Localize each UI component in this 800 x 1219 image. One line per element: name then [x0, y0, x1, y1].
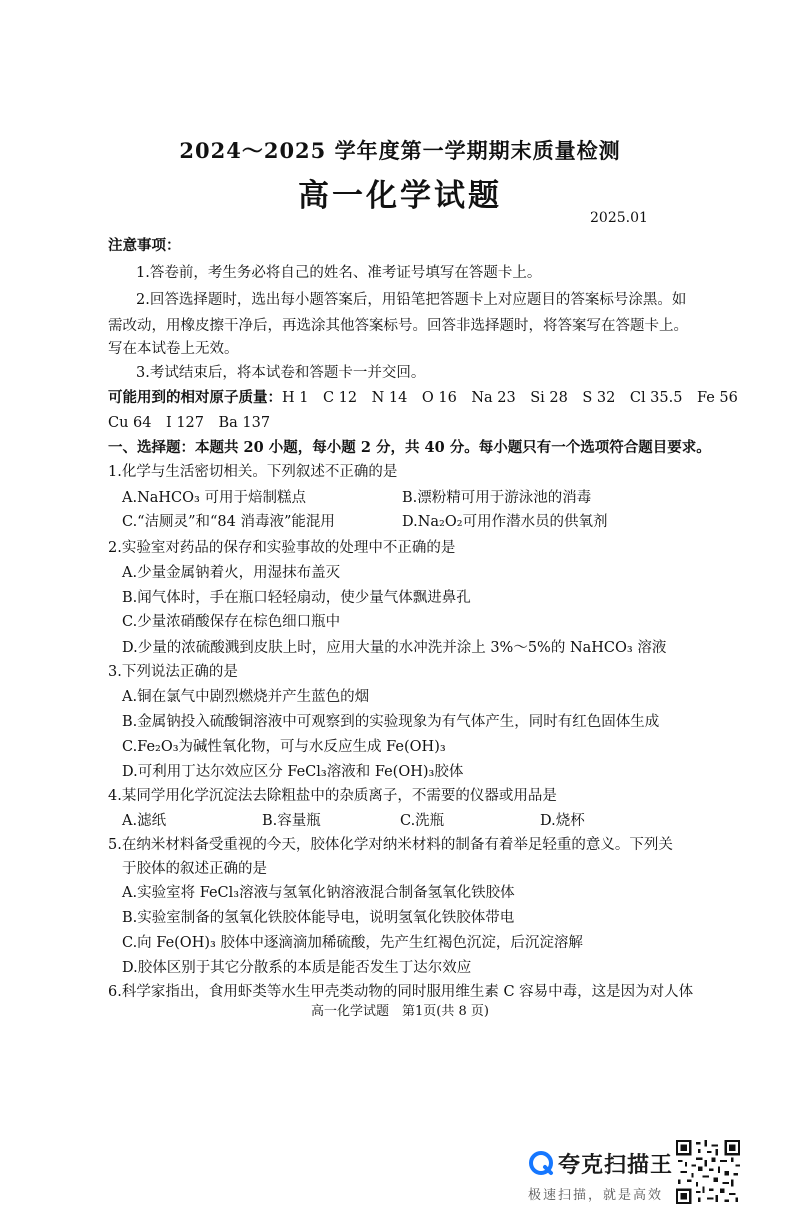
- question-5-stem-line-2: 于胶体的叙述正确的是: [122, 861, 267, 877]
- scanner-logo-icon: [528, 1150, 554, 1176]
- question-1-option-d: D.Na₂O₂可用作潜水员的供氧剂: [402, 514, 608, 530]
- question-1-option-a: A.NaHCO₃ 可用于焙制糕点: [122, 490, 306, 506]
- question-1-stem: 1.化学与生活密切相关。下列叙述不正确的是: [108, 464, 398, 480]
- scanner-brand-name: 夸克扫描王: [558, 1153, 674, 1178]
- question-5-option-a: A.实验室将 FeCl₃溶液与氢氧化钠溶液混合制备氢氧化铁胶体: [122, 885, 515, 901]
- atomic-mass-line-1: [108, 389, 738, 407]
- notice-item-3: 3.考试结束后，将本试卷和答题卡一并交回。: [136, 365, 426, 381]
- notice-item-1: 1.答卷前，考生务必将自己的姓名、准考证号填写在答题卡上。: [136, 265, 542, 281]
- question-3-option-b: B.金属钠投入硫酸铜溶液中可观察到的实验现象为有气体产生，同时有红色固体生成: [122, 714, 660, 730]
- question-2-option-d: D.少量的浓硫酸溅到皮肤上时，应用大量的水冲洗并涂上 3%～5%的 NaHCO₃ 溶液: [122, 640, 667, 656]
- exam-date: 2025.01: [590, 210, 648, 226]
- exam-title: 2024～2025 学年度第一学期期末质量检测: [179, 138, 621, 163]
- question-5-stem-line-1: 5.在纳米材料备受重视的今天，胶体化学对纳米材料的制备有着举足轻重的意义。下列关: [108, 837, 673, 853]
- question-6-stem-line-1: 6.科学家指出，食用虾类等水生甲壳类动物的同时服用维生素 C 容易中毒，这是因为对人体: [108, 984, 694, 1000]
- question-4-option-a: A.滤纸: [122, 813, 167, 829]
- atomic-mass-label: 可能用到的相对原子质量：: [108, 389, 282, 406]
- question-3-option-c: C.Fe₂O₃为碱性氧化物，可与水反应生成 Fe(OH)₃: [122, 739, 446, 755]
- question-1-option-b: B.漂粉精可用于游泳池的消毒: [402, 490, 592, 506]
- question-5-option-c: C.向 Fe(OH)₃ 胶体中逐滴滴加稀硫酸，先产生红褐色沉淀，后沉淀溶解: [122, 935, 583, 951]
- question-2-option-a: A.少量金属钠着火，用湿抹布盖灭: [122, 565, 341, 581]
- scanner-slogan: 极速扫描，就是高效: [528, 1188, 664, 1203]
- section-heading: 一、选择题：本题共 20 小题，每小题 2 分，共 40 分。每小题只有一个选项符合题目要求。: [108, 439, 711, 456]
- question-3-option-a: A.铜在氯气中剧烈燃烧并产生蓝色的烟: [122, 689, 370, 705]
- question-4-option-d: D.烧杯: [540, 813, 585, 829]
- question-3-stem: 3.下列说法正确的是: [108, 664, 238, 680]
- question-4-option-c: C.洗瓶: [400, 813, 445, 829]
- atomic-mass-line-2: Cu 64 I 127 Ba 137: [108, 415, 271, 431]
- notice-item-2-line-1: 2.回答选择题时，选出每小题答案后，用铅笔把答题卡上对应题目的答案标号涂黑。如: [136, 292, 687, 308]
- notice-item-2-line-2: 需改动，用橡皮擦干净后，再选涂其他答案标号。回答非选择题时，将答案写在答题卡上。: [108, 318, 688, 334]
- question-2-option-c: C.少量浓硝酸保存在棕色细口瓶中: [122, 614, 341, 630]
- question-2-option-b: B.闻气体时，手在瓶口轻轻扇动，使少量气体飘进鼻孔: [122, 590, 471, 606]
- question-1-option-c: C.“洁厕灵”和“84 消毒液”能混用: [122, 514, 335, 530]
- page-footer: 高一化学试题 第1页(共 8 页): [311, 1004, 489, 1019]
- notice-heading: 注意事项：: [108, 237, 181, 254]
- question-3-option-d: D.可利用丁达尔效应区分 FeCl₃溶液和 Fe(OH)₃胶体: [122, 764, 464, 780]
- qr-code-icon: [676, 1140, 740, 1204]
- question-5-option-b: B.实验室制备的氢氧化铁胶体能导电，说明氢氧化铁胶体带电: [122, 910, 515, 926]
- notice-item-2-line-3: 写在本试卷上无效。: [108, 341, 239, 357]
- atomic-mass-values: H 1 C 12 N 14 O 16 Na 23 Si 28 S 32 Cl 35.5 Fe 56: [282, 390, 738, 406]
- question-5-option-d: D.胶体区别于其它分散系的本质是能否发生丁达尔效应: [122, 960, 472, 976]
- subject-title: 高一化学试题: [298, 178, 502, 214]
- question-4-stem: 4.某同学用化学沉淀法去除粗盐中的杂质离子，不需要的仪器或用品是: [108, 788, 557, 804]
- question-4-option-b: B.容量瓶: [262, 813, 321, 829]
- question-2-stem: 2.实验室对药品的保存和实验事故的处理中不正确的是: [108, 540, 456, 556]
